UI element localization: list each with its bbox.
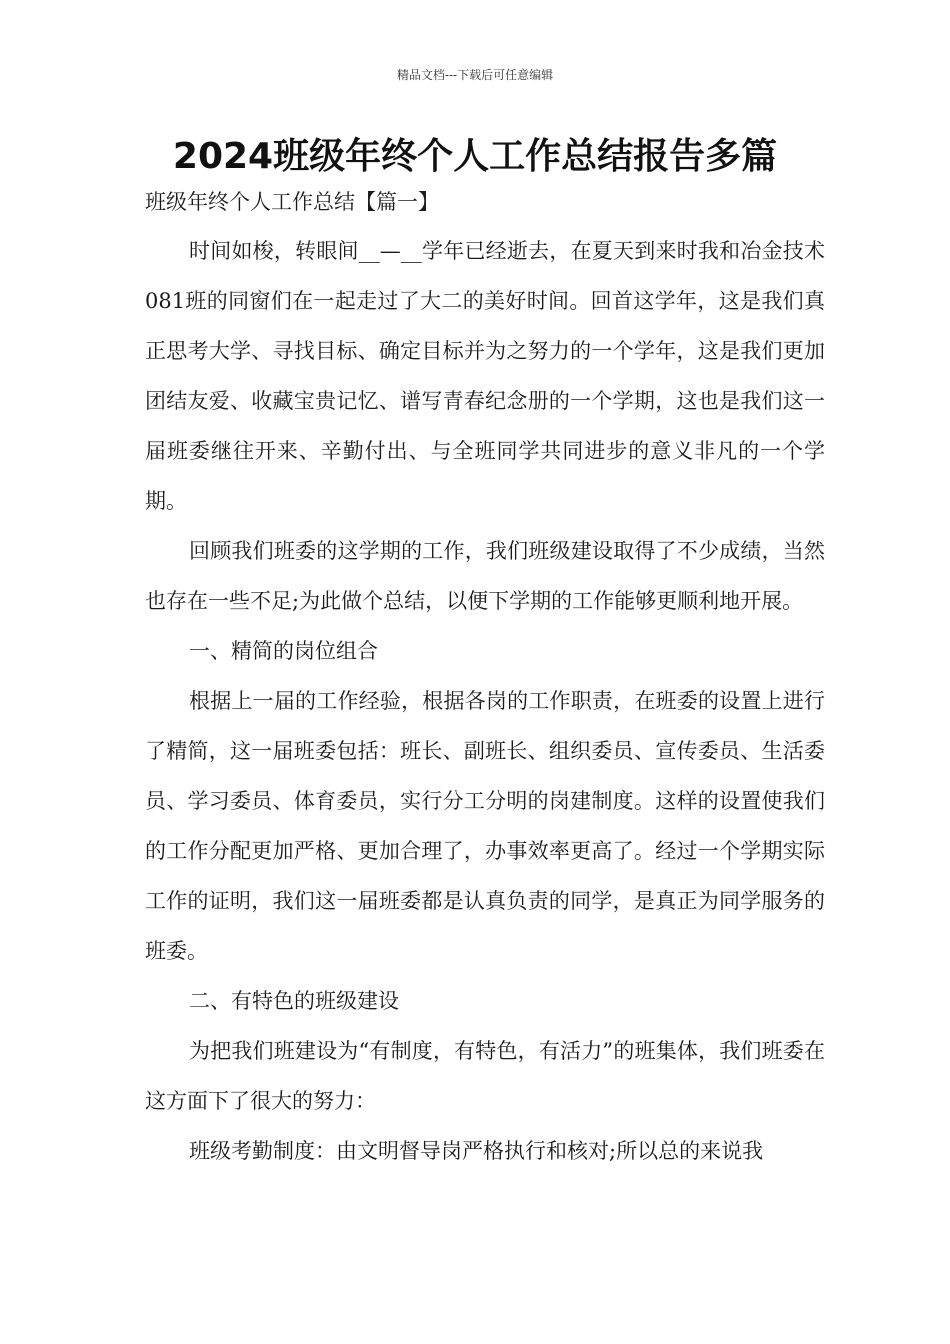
subheading-class-building: 二、有特色的班级建设: [189, 989, 399, 1013]
paragraph-attendance: 班级考勤制度：由文明督导岗严格执行和核对;所以总的来说我: [189, 1139, 764, 1163]
paragraph-positions: 根据上一届的工作经验，根据各岗的工作职责，在班委的设置上进行了精简，这一届班委包括：班长、副班长、组织委员、宣传委员、生活委员、学习委员、体育委员，实行分工分明的岗建制度。这样的设置使我们的工作分配更加严格、更加合理了，办事效率更高了。经过一个学期实际工作的证明，我们这一届班委都是认真负责的同学，是真正为同学服务的班委。: [145, 689, 825, 963]
document-title: 2024班级年终个人工作总结报告多篇: [172, 136, 778, 177]
paragraph-review: 回顾我们班委的这学期的工作，我们班级建设取得了不少成绩，当然也存在一些不足;为此做个总结，以便下学期的工作能够更顺利地开展。: [145, 539, 825, 613]
section-heading: 班级年终个人工作总结【篇一】: [145, 190, 439, 214]
subheading-positions: 一、精简的岗位组合: [189, 639, 378, 663]
document-body: [145, 226, 825, 1176]
paragraph-class-building: 为把我们班建设为“有制度，有特色，有活力”的班集体，我们班委在这方面下了很大的努力：: [145, 1039, 825, 1113]
paragraph-intro: 时间如梭，转眼间__—__学年已经逝去，在夏天到来时我和冶金技术081班的同窗们在一起走过了大二的美好时间。回首这学年，这是我们真正思考大学、寻找目标、确定目标并为之努力的一个学年，这是我们更加团结友爱、收藏宝贵记忆、谱写青春纪念册的一个学期，这也是我们这一届班委继往开来、辛勤付出、与全班同学共同进步的意义非凡的一个学期。: [145, 239, 825, 513]
page-header-note: 精品文档---下载后可任意编辑: [396, 68, 554, 82]
